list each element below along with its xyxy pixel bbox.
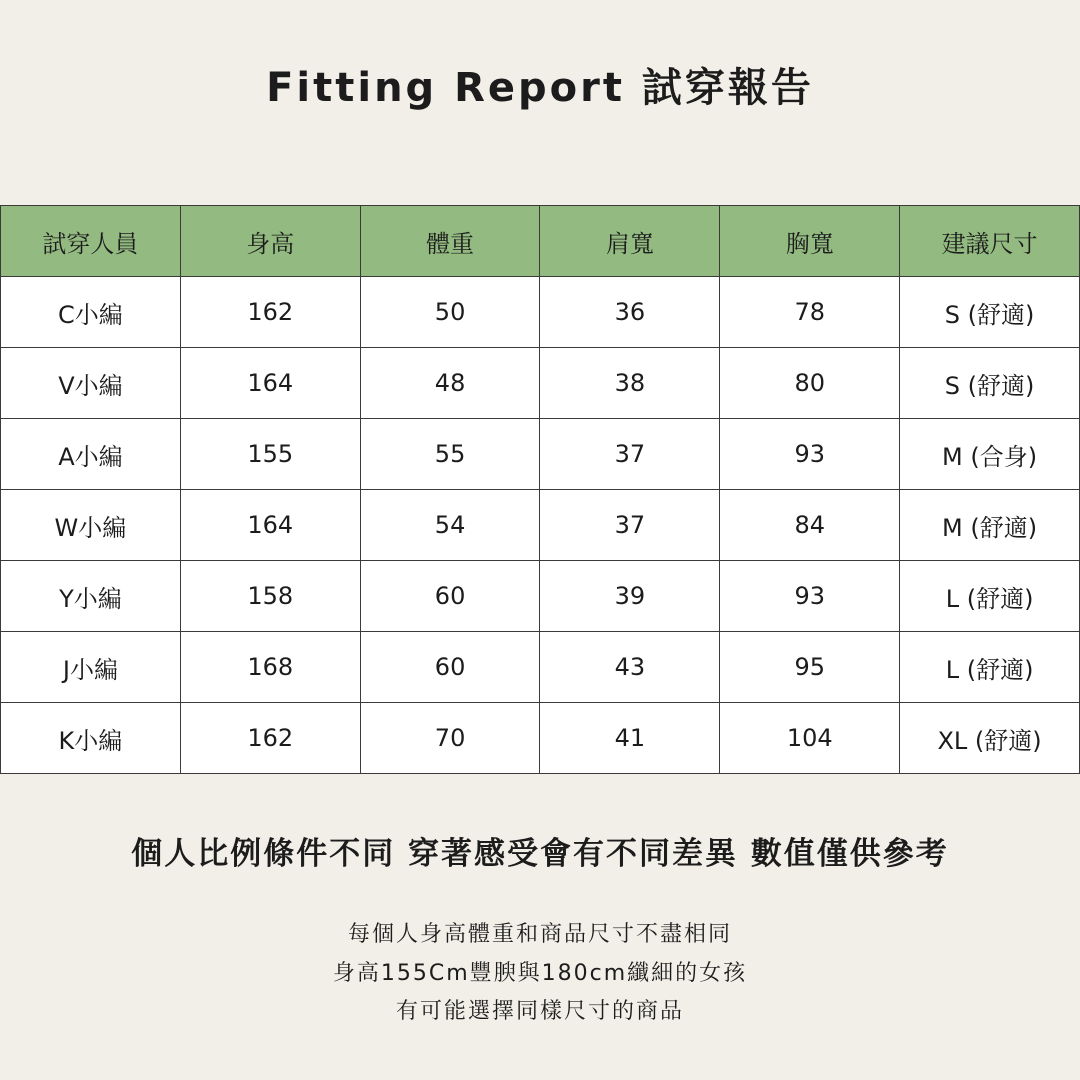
cell-height: 162	[180, 703, 360, 774]
description-line: 每個人身高體重和商品尺寸不盡相同	[347, 922, 732, 947]
cell-weight: 60	[360, 561, 540, 632]
cell-size: S (舒適)	[900, 348, 1080, 419]
description-line: 有可能選擇同樣尺寸的商品	[395, 999, 684, 1024]
cell-tester: W小編	[1, 490, 181, 561]
description-block	[0, 916, 1080, 1032]
header-height: 身高	[180, 206, 360, 277]
cell-shoulder: 39	[540, 561, 720, 632]
cell-size: XL (舒適)	[900, 703, 1080, 774]
cell-weight: 60	[360, 632, 540, 703]
cell-tester: C小編	[1, 277, 181, 348]
table-row	[1, 277, 1080, 348]
cell-weight: 70	[360, 703, 540, 774]
cell-height: 158	[180, 561, 360, 632]
cell-tester: K小編	[1, 703, 181, 774]
cell-chest: 84	[720, 490, 900, 561]
cell-shoulder: 36	[540, 277, 720, 348]
cell-shoulder: 41	[540, 703, 720, 774]
cell-size: L (舒適)	[900, 632, 1080, 703]
cell-shoulder: 43	[540, 632, 720, 703]
cell-chest: 78	[720, 277, 900, 348]
cell-size: L (舒適)	[900, 561, 1080, 632]
table-row	[1, 490, 1080, 561]
cell-weight: 48	[360, 348, 540, 419]
table-row	[1, 419, 1080, 490]
cell-tester: V小編	[1, 348, 181, 419]
header-tester: 試穿人員	[1, 206, 181, 277]
page-title: Fitting Report 試穿報告	[266, 65, 814, 111]
cell-shoulder: 37	[540, 419, 720, 490]
cell-chest: 95	[720, 632, 900, 703]
cell-weight: 50	[360, 277, 540, 348]
description-line: 身高155Cm豐腴與180cm纖細的女孩	[332, 960, 748, 986]
table-row	[1, 348, 1080, 419]
table-row	[1, 561, 1080, 632]
cell-tester: A小編	[1, 419, 181, 490]
cell-size: S (舒適)	[900, 277, 1080, 348]
disclaimer-heading: 個人比例條件不同 穿著感受會有不同差異 數值僅供參考	[131, 836, 949, 872]
cell-height: 162	[180, 277, 360, 348]
cell-shoulder: 38	[540, 348, 720, 419]
header-shoulder: 肩寬	[540, 206, 720, 277]
cell-tester: Y小編	[1, 561, 181, 632]
cell-tester: J小編	[1, 632, 181, 703]
cell-height: 155	[180, 419, 360, 490]
cell-size: M (舒適)	[900, 490, 1080, 561]
cell-weight: 54	[360, 490, 540, 561]
cell-chest: 80	[720, 348, 900, 419]
cell-chest: 93	[720, 419, 900, 490]
fitting-table	[0, 205, 1080, 774]
cell-shoulder: 37	[540, 490, 720, 561]
cell-height: 164	[180, 490, 360, 561]
header-weight: 體重	[360, 206, 540, 277]
cell-chest: 104	[720, 703, 900, 774]
header-size: 建議尺寸	[900, 206, 1080, 277]
table-header-row	[1, 206, 1080, 277]
table-row	[1, 632, 1080, 703]
cell-chest: 93	[720, 561, 900, 632]
cell-height: 168	[180, 632, 360, 703]
cell-size: M (合身)	[900, 419, 1080, 490]
header-chest: 胸寬	[720, 206, 900, 277]
table-row	[1, 703, 1080, 774]
cell-height: 164	[180, 348, 360, 419]
cell-weight: 55	[360, 419, 540, 490]
